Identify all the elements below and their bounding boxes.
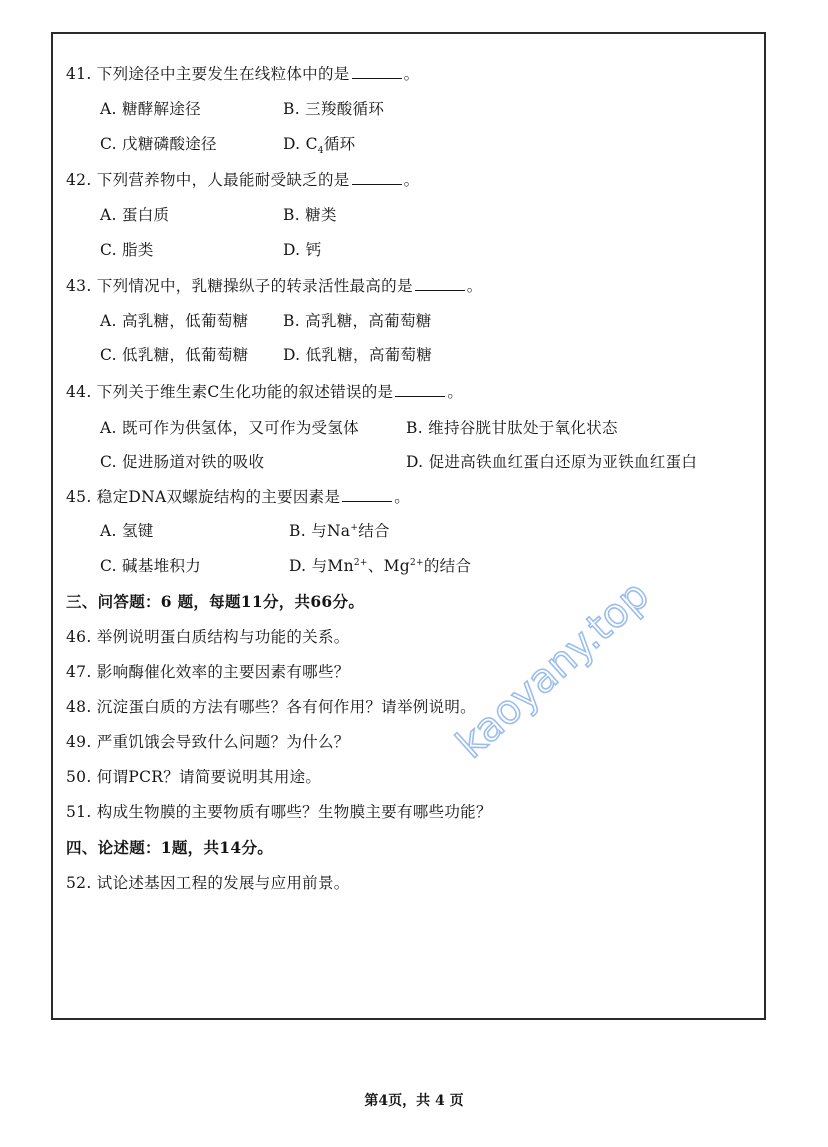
superscript: +	[350, 522, 359, 533]
question-52: 52. 试论述基因工程的发展与应用前景。	[66, 874, 350, 892]
option-text: 的结合	[423, 557, 472, 575]
section-4-heading: 四、论述题：1题，共14分。	[66, 838, 274, 857]
question-50: 50. 何谓PCR？请简要说明其用途。	[66, 768, 322, 786]
question-end: 。	[447, 383, 464, 401]
option-text: 、Mg	[367, 557, 410, 575]
answer-blank	[352, 66, 402, 79]
option-45-a: A. 氢键	[100, 522, 154, 540]
question-41	[66, 64, 419, 84]
question-stem: 45. 稳定DNA双螺旋结构的主要因素是	[66, 488, 341, 506]
option-text: D. 与Mn	[289, 557, 354, 575]
question-51: 51. 构成生物膜的主要物质有哪些？生物膜主要有哪些功能？	[66, 803, 492, 821]
question-end: 。	[394, 488, 411, 506]
option-42-c: C. 脂类	[100, 241, 154, 259]
question-stem: 43. 下列情况中，乳糖操纵子的转录活性最高的是	[66, 277, 413, 295]
option-42-a: A. 蛋白质	[100, 206, 170, 224]
page-number: 第4页，共 4 页	[364, 1093, 464, 1109]
question-end: 。	[403, 65, 420, 83]
option-41-d	[283, 134, 356, 157]
question-end: 。	[466, 277, 483, 295]
question-48: 48. 沉淀蛋白质的方法有哪些？各有何作用？请举例说明。	[66, 698, 476, 716]
option-text: 循环	[323, 135, 356, 153]
question-47: 47. 影响酶催化效率的主要因素有哪些？	[66, 663, 350, 681]
subscript: 4	[317, 146, 324, 157]
watermark-text: kaoyany.top	[447, 571, 658, 768]
option-41-b: B. 三羧酸循环	[283, 100, 385, 118]
option-text: B. 与Na	[289, 522, 351, 540]
question-stem: 41. 下列途径中主要发生在线粒体中的是	[66, 65, 350, 83]
question-45	[66, 487, 410, 507]
question-44	[66, 382, 463, 402]
option-text: D. C	[283, 135, 318, 153]
option-42-d: D. 钙	[283, 241, 322, 259]
option-44-a: A. 既可作为供氢体，又可作为受氢体	[100, 419, 359, 437]
answer-blank	[342, 489, 392, 502]
option-42-b: B. 糖类	[283, 206, 337, 224]
option-43-a: A. 高乳糖，低葡萄糖	[100, 312, 249, 330]
section-3-heading: 三、问答题：6 题，每题11分，共66分。	[66, 592, 365, 611]
option-43-b: B. 高乳糖，高葡萄糖	[283, 312, 432, 330]
question-49: 49. 严重饥饿会导致什么问题？为什么？	[66, 733, 350, 751]
question-end: 。	[403, 171, 420, 189]
superscript: 2+	[353, 557, 368, 568]
option-43-c: C. 低乳糖，低葡萄糖	[100, 346, 249, 364]
option-41-c: C. 戊糖磷酸途径	[100, 135, 217, 153]
option-45-c: C. 碱基堆积力	[100, 557, 202, 575]
option-44-d: D. 促进高铁血红蛋白还原为亚铁血红蛋白	[406, 453, 698, 471]
question-stem: 44. 下列关于维生素C生化功能的叙述错误的是	[66, 383, 394, 401]
answer-blank	[352, 172, 402, 185]
option-44-b: B. 维持谷胱甘肽处于氧化状态	[406, 419, 618, 437]
option-43-d: D. 低乳糖，高葡萄糖	[283, 346, 433, 364]
question-46: 46. 举例说明蛋白质结构与功能的关系。	[66, 628, 350, 646]
option-45-b	[289, 521, 390, 541]
answer-blank	[415, 278, 465, 291]
option-41-a: A. 糖酵解途径	[100, 100, 201, 118]
answer-blank	[395, 384, 445, 397]
option-44-c: C. 促进肠道对铁的吸收	[100, 453, 265, 471]
question-43	[66, 276, 483, 296]
option-text: 结合	[358, 522, 390, 540]
superscript: 2+	[409, 557, 424, 568]
option-45-d	[289, 556, 471, 576]
question-42	[66, 170, 419, 190]
question-stem: 42. 下列营养物中，人最能耐受缺乏的是	[66, 171, 350, 189]
